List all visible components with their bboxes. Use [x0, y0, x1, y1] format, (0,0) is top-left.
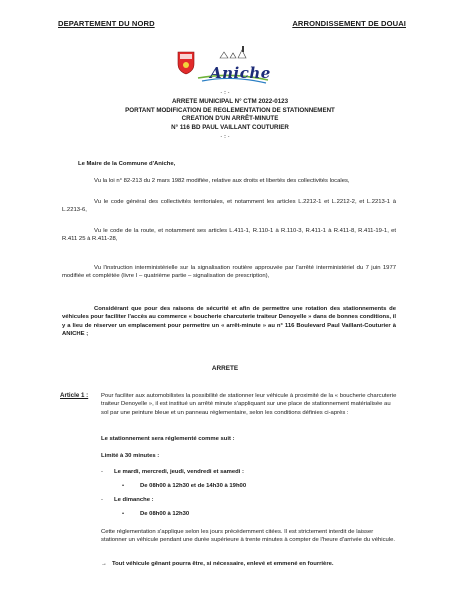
- article-1-label: Article 1 :: [60, 392, 89, 399]
- title-line-1: ARRETE MUNICIPAL N° CTM 2022-0123: [171, 98, 289, 105]
- tow-notice: Tout véhicule gênant pourra être, si nécessaire, enlevé et emmené en fourrière.: [112, 561, 334, 567]
- vu-loi-1982: Vu la loi n° 82-213 du 2 mars 1982 modifiée, relative aux droits et libertés des collectivités locales,: [94, 178, 350, 184]
- bullet-dash-1: -: [101, 469, 103, 475]
- arrete-heading: ARRETE: [211, 365, 239, 372]
- considerant-paragraph: [62, 305, 396, 339]
- bullet-dash-2: -: [101, 497, 103, 503]
- title-line-2: PORTANT MODIFICATION DE REGLEMENTATION DE STATIONNEMENT: [125, 106, 335, 114]
- decree-title: [60, 98, 400, 132]
- arrondissement-header: ARRONDISSEMENT DE DOUAI: [292, 19, 406, 28]
- vu-instruction: Vu l'instruction interministérielle sur la signalisation routière approuvée par l'arrêté interministériel du 7 juin 1977 modifiée et complétée (livre I – quatrième partie – signalisation de prescription),: [62, 265, 396, 280]
- sunday-label: Le dimanche :: [114, 497, 154, 503]
- weekdays-label: Le mardi, mercredi, jeudi, vendredi et samedi :: [114, 469, 244, 475]
- separator-2: - :: -: [220, 134, 230, 140]
- closing-paragraph: Cette réglementation s'applique selon les jours précédemment citées. Il est strictement interdit de laisser stationner un véhicule pendant une durée supérieure à trente minutes à compter de l'heure d'arrivée du véhicule.: [101, 529, 396, 544]
- department-header: DEPARTEMENT DU NORD: [58, 19, 155, 28]
- sunday-hours: De 08h00 à 12h30: [140, 511, 190, 517]
- logo-wordmark: Aniche: [210, 64, 271, 82]
- separator: - :: -: [220, 90, 230, 96]
- considerant-text: Considérant que pour des raisons de sécurité et afin de permettre une rotation des stationnements de véhicules pour faciliter l'accès au commerce « boucherie charcuterie traiteur Denoyelle » dans de bonnes conditions,: [62, 306, 396, 321]
- arrow-icon: →: [101, 561, 107, 567]
- title-line-4: N° 116 BD PAUL VAILLANT COUTURIER: [171, 123, 289, 131]
- bullet-dot-2: •: [122, 511, 125, 517]
- considerant-decision: il y a lieu de réserver un emplacement pour permettre un « arrêt-minute » au n° 116 Boulevard Paul Vaillant-Couturier à ANICHE ;: [62, 314, 396, 338]
- vu-code-route: Vu le code de la route, et notamment ses articles L.411-1, R.110-1 à R.110-3, R.411-1 à R.411-8, R.411-19-1, et R.411 25 à R.411-28,: [62, 228, 396, 243]
- title-line-3: CREATION D'UN ARRÊT-MINUTE: [181, 115, 279, 123]
- regulation-intro: Le stationnement sera réglementé comme suit :: [101, 436, 235, 442]
- weekdays-hours: De 08h00 à 12h30 et de 14h30 à 19h00: [140, 483, 247, 489]
- article-1-text: Pour faciliter aux automobilistes la possibilité de stationner leur véhicule à proximité de la « boucherie charcuterie traiteur Denoyelle », il est institué un arrêté minute s'appliquant sur une place de stationnement matérialisée au sol par une peinture bleue et un panneau réglementaire, selon les conditions définies ci-après :: [101, 393, 397, 416]
- mayor-line: Le Maire de la Commune d'Aniche,: [78, 161, 176, 167]
- vu-cgct: Vu le code général des collectivités territoriales, et notamment les articles L.2212-1 et L.2212-2, et L.2213-1 à L.2213-6,: [62, 199, 396, 214]
- bullet-dot-1: •: [122, 483, 125, 489]
- time-limit: Limité à 30 minutes :: [101, 453, 160, 459]
